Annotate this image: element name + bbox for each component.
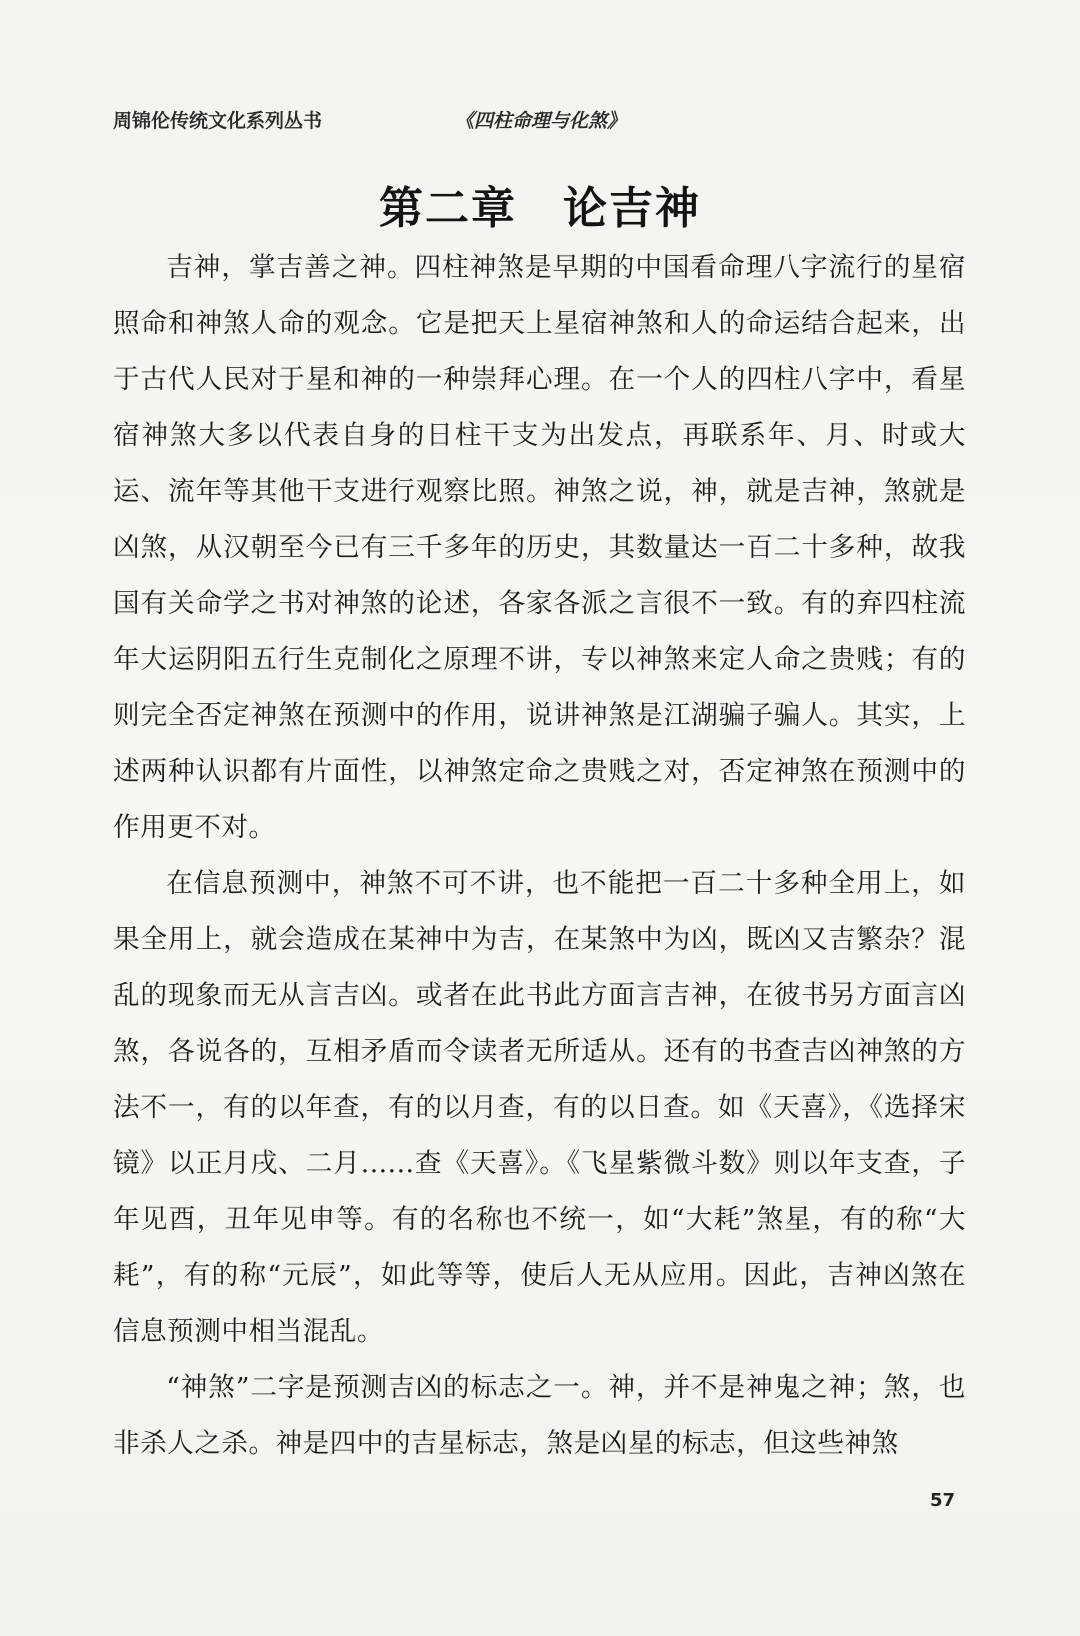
paragraph: “神煞”二字是预测吉凶的标志之一。神，并不是神鬼之神；煞，也非杀人之杀。神是四中的吉星标志，煞是凶星的标志，但这些神煞 xyxy=(113,1372,966,1459)
running-header xyxy=(113,106,973,136)
paragraph: 吉神，掌吉善之神。四柱神煞是早期的中国看命理八字流行的星宿照命和神煞人命的观念。它是把天上星宿神煞和人的命运结合起来，出于古代人民对于星和神的一种崇拜心理。在一个人的四柱八字中，看星宿神煞大多以代表自身的日柱干支为出发点，再联系年、月、时或大运、流年等其他干支进行观察比照。神煞之说，神，就是吉神，煞就是凶煞，从汉朝至今已有三千多年的历史，其数量达一百二十多种，故我国有关命学之书对神煞的论述，各家各派之言很不一致。有的弃四柱流年大运阴阳五行生克制化之原理不讲，专以神煞来定人命之贵贱；有的则完全否定神煞在预测中的作用，说讲神煞是江湖骗子骗人。其实，上述两种认识都有片面性，以神煞定命之贵贱之对，否定神煞在预测中的作用更不对。 xyxy=(113,252,966,843)
chapter-title: 第二章 论吉神 xyxy=(379,183,701,234)
series-title: 周锦伦传统文化系列丛书 xyxy=(113,110,323,132)
paragraph: 在信息预测中，神煞不可不讲，也不能把一百二十多种全用上，如果全用上，就会造成在某神中为吉，在某煞中为凶，既凶又吉繁杂？混乱的现象而无从言吉凶。或者在此书此方面言吉神，在彼书另方面言凶煞，各说各的，互相矛盾而令读者无所适从。还有的书查吉凶神煞的方法不一，有的以年查，有的以月查，有的以日查。如《天喜》，《选择宋镜》以正月戌、二月......查《天喜》。《飞星紫微斗数》则以年支查，子年见酉，丑年见申等。有的名称也不统一，如“大耗”煞星，有的称“大耗”，有的称“元辰”，如此等等，使后人无从应用。因此，吉神凶煞在信息预测中相当混乱。 xyxy=(113,868,966,1347)
page-number: 57 xyxy=(930,1490,956,1511)
book-title: 《四柱命理与化煞》 xyxy=(455,110,627,132)
body-text xyxy=(113,240,966,1472)
